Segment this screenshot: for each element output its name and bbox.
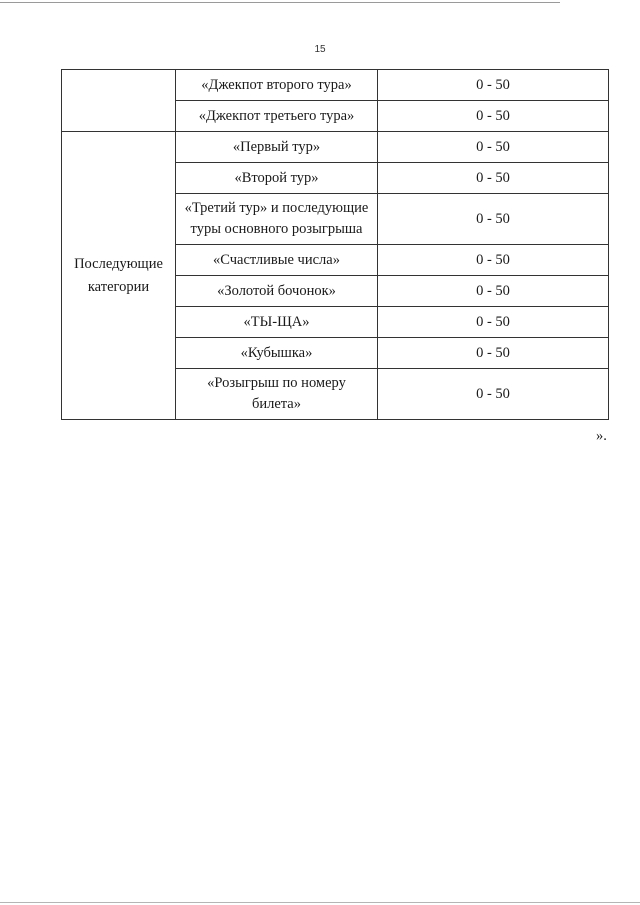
range-value-cell: 0 - 50 [378,194,609,245]
empty-category-cell [62,70,176,132]
draw-name-cell: «Кубышка» [176,338,378,369]
range-value-cell: 0 - 50 [378,307,609,338]
range-value-cell: 0 - 50 [378,163,609,194]
draw-name-line2: туры основного розыгрыша [190,221,363,237]
range-value-cell: 0 - 50 [378,132,609,163]
range-value-cell: 0 - 50 [378,70,609,101]
page-number: 15 [314,44,326,55]
category-label-line2: категории [87,278,150,295]
draw-name-cell: «Счастливые числа» [176,245,378,276]
draw-name-line2: билета» [251,396,301,412]
draw-name-cell: «Золотой бочонок» [176,276,378,307]
draw-name-line1: «Третий тур» и последующие [184,200,369,216]
draw-name-cell: «Джекпот третьего тура» [176,101,378,132]
draw-name-cell: «Первый тур» [176,132,378,163]
range-value-cell: 0 - 50 [378,276,609,307]
draw-name-cell [176,369,378,420]
range-value-cell: 0 - 50 [378,101,609,132]
closing-quote-mark: ». [596,428,607,444]
range-value-cell: 0 - 50 [378,338,609,369]
prize-category-table [61,69,609,420]
scan-edge-bottom [0,902,640,903]
category-cell [62,132,176,420]
range-value-cell: 0 - 50 [378,369,609,420]
draw-name-cell: «Второй тур» [176,163,378,194]
draw-name-cell: «ТЫ-ЩА» [176,307,378,338]
draw-name-cell [176,194,378,245]
draw-name-line1: «Розыгрыш по номеру [207,375,346,391]
category-label-line1: Последующие [74,255,163,272]
table-row [62,132,609,163]
scan-edge-top [0,2,560,3]
range-value-cell: 0 - 50 [378,245,609,276]
table-row [62,70,609,101]
draw-name-cell: «Джекпот второго тура» [176,70,378,101]
